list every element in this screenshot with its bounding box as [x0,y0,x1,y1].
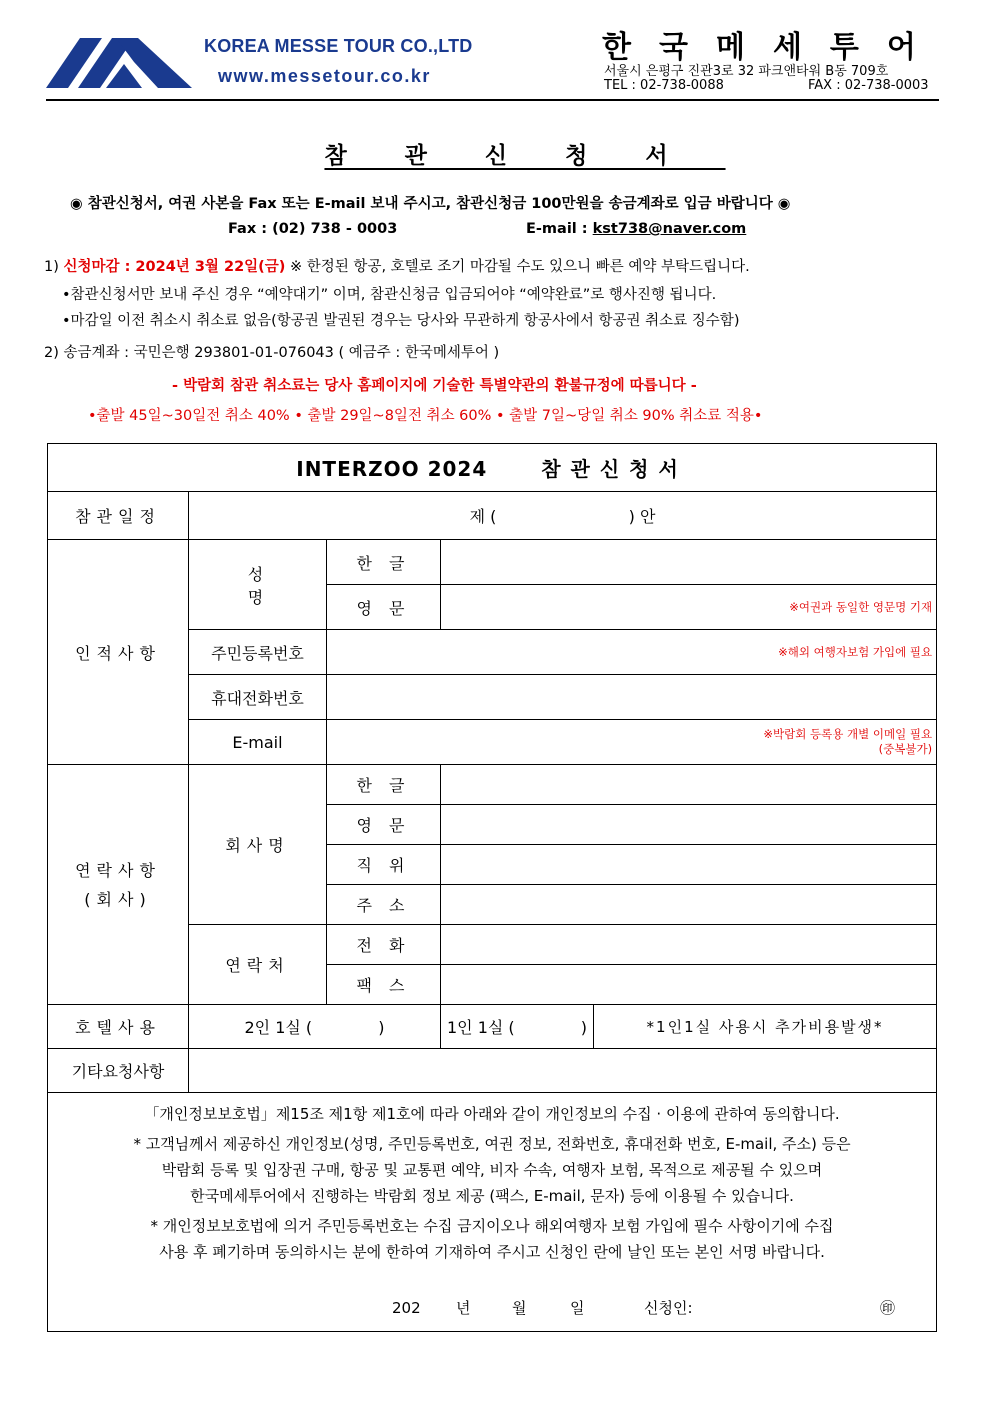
instruction-bullet1: •참관신청서만 보내 주신 경우 “예약대기” 이며, 참관신청금 입금되어야 “예약완료”로 행사진행 됩니다. [62,287,717,303]
document-title: 참관신청서 [324,143,726,169]
header-divider [46,99,939,101]
company-korean-label: 한 글 [327,765,441,805]
instruction-item1: 1) 신청마감 : 2024년 3월 22일(금) ※ 한정된 항공, 호텔로 조기 마감될 수도 있으니 빠른 예약 부탁드립니다. [44,259,750,275]
signature-row: 202 년 월 일 신청인: ㊞ [52,1265,932,1323]
instruction-item2: 2) 송금계좌 : 국민은행 293801-01-076043 ( 예금주 : 한국메세투어 ) [44,345,500,361]
consent-line: 한국메세투어에서 진행하는 박람회 정보 제공 (팩스, E-mail, 문자) 등에 이용될 수 있습니다. [190,1187,794,1205]
rrn-label: 주민등록번호 [189,630,327,675]
company-name-en: KOREA MESSE TOUR CO.,LTD [204,36,473,56]
email-link[interactable]: kst738@naver.com [592,221,747,237]
name-korean-label: 한 글 [327,540,441,585]
other-requests-label: 기타요청사항 [48,1049,189,1093]
company-fax: FAX : 02-738-0003 [808,78,929,93]
cancel-policy-title: - 박람회 참관 취소료는 당사 홈페이지에 기술한 특별약관의 환불규정에 따릅니다 - [172,378,697,394]
company-name-kr: 한국메세투어 [602,30,944,65]
position-label: 직 위 [327,845,441,885]
company-english-label: 영 문 [327,805,441,845]
company-english-field[interactable] [441,805,937,845]
application-form [47,443,937,1332]
cancel-policy-detail: •출발 45일~30일전 취소 40% • 출발 29일~8일전 취소 60% • 출발 7일~당일 취소 90% 취소료 적용• [88,408,763,424]
consent-line: 「개인정보보호법」제15조 제1항 제1호에 따라 아래와 같이 개인정보의 수집 · 이용에 관하여 동의합니다. [144,1105,840,1123]
hotel-twin-field[interactable]: 2인 1실 ( ) [189,1005,441,1049]
instruction-main: ◉ 참관신청서, 여권 사본을 Fax 또는 E-mail 보내 주시고, 참관신청금 100만원을 송금계좌로 입금 바랍니다 ◉ [70,196,791,212]
letterhead [0,0,992,110]
email-field[interactable] [327,720,937,765]
consent-line: * 고객님께서 제공하신 개인정보(성명, 주민등록번호, 여권 정보, 전화번호, 휴대전화 번호, E-mail, 주소) 등은 [133,1135,851,1153]
company-logo-icon [46,34,192,90]
name-english-label: 영 문 [327,585,441,630]
hotel-label: 호텔사용 [48,1005,189,1049]
instruction-bullet2: •마감일 이전 취소시 취소료 없음(항공권 발권된 경우는 당사와 무관하게 항공사에서 항공권 취소료 징수함) [62,313,740,329]
applicant-label: 신청인: [644,1299,693,1317]
name-english-field[interactable]: ※여권과 동일한 영문명 기재 [441,585,937,630]
privacy-consent [48,1093,937,1332]
fax-label: 팩 스 [327,965,441,1005]
hotel-note: *1인1실 사용시 추가비용발생* [594,1005,937,1049]
instruction-fax: Fax : (02) 738 - 0003 [228,221,398,237]
rrn-field[interactable]: ※해외 여행자보험 가입에 필요 [327,630,937,675]
personal-info-label: 인적사항 [48,540,189,765]
schedule-label: 참관일정 [48,492,189,540]
form-title: INTERZOO 2024 참관신청서 [48,444,937,492]
mobile-label: 휴대전화번호 [189,675,327,720]
mobile-field[interactable] [327,675,937,720]
name-korean-field[interactable] [441,540,937,585]
other-requests-field[interactable] [189,1049,937,1093]
company-tel: TEL : 02-738-0088 [604,78,724,93]
consent-line: 박람회 등록 및 입장권 구매, 항공 및 교통편 예약, 비자 수속, 여행자 보험, 목적으로 제공될 수 있으며 [161,1161,823,1179]
company-website: www.messetour.co.kr [218,66,431,86]
email-note: ※박람회 등록용 개별 이메일 필요 [763,727,933,741]
email-label: E-mail [189,720,327,765]
phone-label: 전 화 [327,925,441,965]
consent-line: 사용 후 폐기하며 동의하시는 분에 한하여 기재하여 주시고 신청인 란에 날인 또는 본인 서명 바랍니다. [159,1243,825,1261]
phone-field[interactable] [441,925,937,965]
consent-line: * 개인정보보호법에 의거 주민등록번호는 수집 금지이오나 해외여행자 보험 가입에 필수 사항이기에 수집 [150,1217,834,1235]
fax-field[interactable] [441,965,937,1005]
contact-label: 연락사항 (회사) [48,765,189,1005]
company-name-label: 회사명 [189,765,327,925]
name-label: 성 명 [189,540,327,630]
position-field[interactable] [441,845,937,885]
seal-icon[interactable]: ㊞ [880,1299,896,1317]
address-label: 주 소 [327,885,441,925]
schedule-field[interactable]: 제 ( ) 안 [189,492,937,540]
hotel-single-field[interactable]: 1인 1실 ( ) [441,1005,594,1049]
email-note-dup: (중복불가) [878,742,933,756]
company-address: 서울시 은평구 진관3로 32 파크앤타워 B동 709호 [604,64,889,79]
contact-info-label: 연락처 [189,925,327,1005]
instruction-email: E-mail : kst738@naver.com [526,221,747,237]
address-field[interactable] [441,885,937,925]
company-korean-field[interactable] [441,765,937,805]
